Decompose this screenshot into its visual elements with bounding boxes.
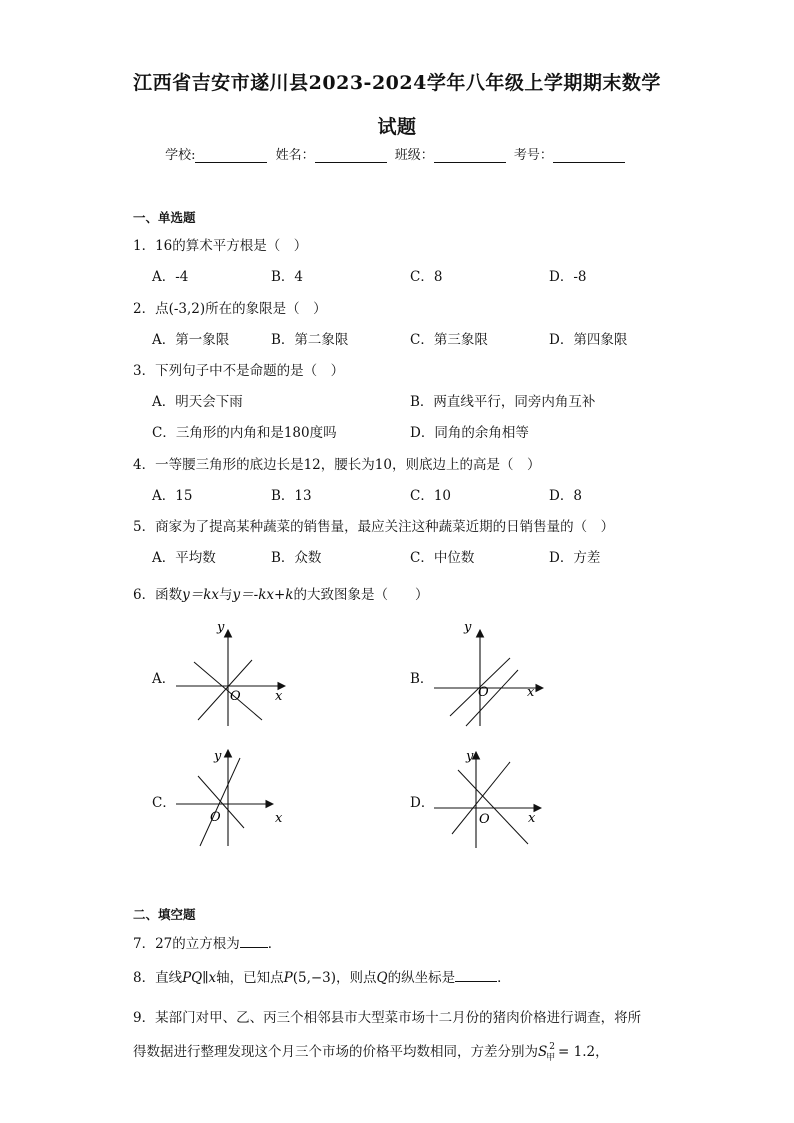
q6-graph-c <box>170 746 295 854</box>
question-3-stem: 3．下列句子中不是命题的是（ ） <box>133 363 345 379</box>
y-axis-label: y <box>214 749 222 764</box>
graph-line-2 <box>466 670 518 726</box>
name-label: 姓名： <box>275 148 315 163</box>
q5-option-a[interactable]: A．平均数 <box>152 550 216 566</box>
q6-graph-b <box>428 620 553 730</box>
y-axis-label: y <box>466 749 474 764</box>
q4-option-c[interactable]: C．10 <box>410 488 452 504</box>
question-1-stem: 1．16的算术平方根是（ ） <box>133 238 308 254</box>
exam-number-blank[interactable] <box>553 148 625 163</box>
q3-option-d[interactable]: D．同角的余角相等 <box>410 425 529 441</box>
q2-option-a[interactable]: A．第一象限 <box>152 332 230 348</box>
origin-label: O <box>478 685 489 700</box>
q8-answer-blank[interactable] <box>455 969 497 982</box>
q4-option-a[interactable]: A．15 <box>152 488 193 504</box>
class-label: 班级： <box>394 148 434 163</box>
origin-label: O <box>210 810 221 825</box>
q1-option-a[interactable]: A．-4 <box>152 269 189 285</box>
q6-graph-d <box>428 746 553 854</box>
q3-option-c[interactable]: C．三角形的内角和是180度吗 <box>152 425 337 441</box>
q1-option-d[interactable]: D．-8 <box>549 269 587 285</box>
q1-option-c[interactable]: C．8 <box>410 269 443 285</box>
graph-line-2 <box>458 770 528 844</box>
q6-graph-a <box>170 620 295 730</box>
x-axis-label: x <box>275 811 283 826</box>
x-axis-label: x <box>275 689 283 704</box>
q4-option-b[interactable]: B．13 <box>271 488 312 504</box>
question-2-stem: 2．点(-3,2)所在的象限是（ ） <box>133 301 327 317</box>
q5-option-c[interactable]: C．中位数 <box>410 550 475 566</box>
exam-number-label: 考号： <box>513 148 553 163</box>
question-9-line2: 得数据进行整理发现这个月三个市场的价格平均数相同，方差分别为$S_甲^2 = 1.2$， <box>133 1041 609 1063</box>
graph-line-1 <box>200 758 240 846</box>
q4-option-d[interactable]: D．8 <box>549 488 582 504</box>
q5-option-b[interactable]: B．众数 <box>271 550 322 566</box>
x-axis-label: x <box>528 811 536 826</box>
class-blank[interactable] <box>434 148 506 163</box>
q6-option-b[interactable]: B． <box>410 671 434 687</box>
q2-option-c[interactable]: C．第三象限 <box>410 332 488 348</box>
exam-title-line2: 试题 <box>377 116 417 138</box>
exam-title-line1: 江西省吉安市遂川县2023-2024学年八年级上学期期末数学 <box>133 72 661 94</box>
q1-option-b[interactable]: B．4 <box>271 269 304 285</box>
school-blank[interactable] <box>195 148 267 163</box>
y-axis-label: y <box>464 620 472 635</box>
q3-option-a[interactable]: A．明天会下雨 <box>152 394 243 410</box>
name-blank[interactable] <box>315 148 387 163</box>
q6-option-a[interactable]: A． <box>152 671 176 687</box>
question-6-stem: 6．函数y＝kx与y＝-kx+k的大致图象是（ ） <box>133 587 429 603</box>
school-label: 学校: <box>165 148 196 163</box>
q2-option-b[interactable]: B．第二象限 <box>271 332 349 348</box>
origin-label: O <box>479 812 490 827</box>
x-axis-label: x <box>527 685 535 700</box>
q3-option-b[interactable]: B．两直线平行，同旁内角互补 <box>410 394 596 410</box>
q6-option-c[interactable]: C． <box>152 795 176 811</box>
q2-option-d[interactable]: D．第四象限 <box>549 332 628 348</box>
origin-label: O <box>230 689 241 704</box>
section-heading-single-choice: 一、单选题 <box>133 210 196 225</box>
student-info-fields <box>0 144 794 163</box>
section-heading-fill-in: 二、填空题 <box>133 907 196 922</box>
question-8-stem: 8．直线PQ∥x轴，已知点P(5,−3)，则点Q的纵坐标是 ． <box>133 970 511 986</box>
q6-option-d[interactable]: D． <box>410 795 435 811</box>
graph-line-2 <box>198 660 252 720</box>
q7-answer-blank[interactable] <box>240 935 268 948</box>
question-4-stem: 4．一等腰三角形的底边长是12，腰长为10，则底边上的高是（ ） <box>133 457 541 473</box>
question-5-stem: 5．商家为了提高某种蔬菜的销售量，最应关注这种蔬菜近期的日销售量的（ ） <box>133 519 615 535</box>
y-axis-label: y <box>217 620 225 635</box>
question-9-line1: 9．某部门对甲、乙、丙三个相邻县市大型菜市场十二月份的猪肉价格进行调查，将所 <box>133 1010 642 1026</box>
graph-line-2 <box>198 776 244 828</box>
question-7-stem: 7．27的立方根为 ． <box>133 936 282 952</box>
q5-option-d[interactable]: D．方差 <box>549 550 601 566</box>
